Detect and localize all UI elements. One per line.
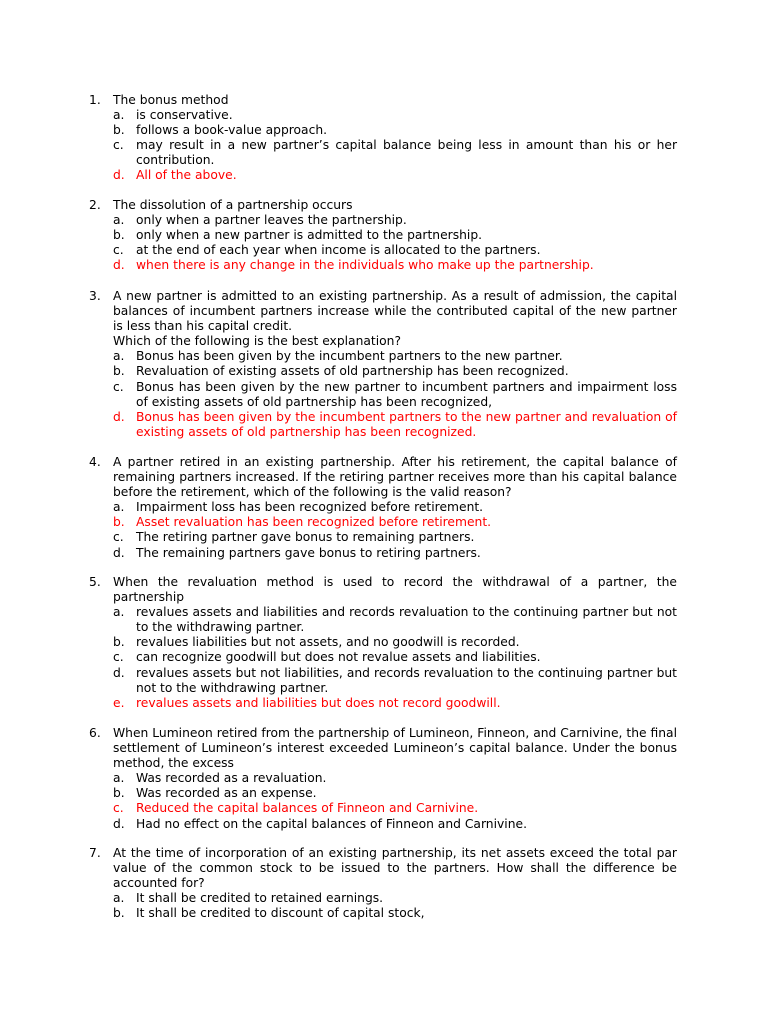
option-b: b. follows a book-value approach. — [113, 123, 328, 138]
question-5 — [89, 575, 677, 711]
option-b: b. It shall be credited to discount of capital stock, — [113, 906, 425, 921]
question-text: At the time of incorporation of an existing partnership, its net assets exceed the total par value of the common stock to be issued to the partners. How shall the difference be accounted for? — [113, 846, 677, 891]
option-d: d. Had no effect on the capital balances of Finneon and Carnivine. — [113, 816, 527, 831]
option-b: b. only when a new partner is admitted to the partnership. — [113, 228, 483, 243]
option-a: a. It shall be credited to retained earnings. — [113, 891, 384, 906]
question-3 — [89, 289, 677, 440]
question-1 — [89, 93, 677, 184]
question-number: 3. — [89, 289, 101, 303]
option-a: a. is conservative. — [113, 108, 233, 123]
option-d: d. revalues assets but not liabilities, and records revaluation to the continuing partner but not to the withdrawing partner. — [113, 665, 677, 695]
option-c: c. The retiring partner gave bonus to remaining partners. — [113, 530, 475, 545]
option-c: c. at the end of each year when income is allocated to the partners. — [113, 243, 541, 258]
question-text: The bonus method — [113, 93, 229, 107]
option-a: a. revalues assets and liabilities and records revaluation to the continuing partner but not to the withdrawing partner. — [113, 605, 677, 635]
question-number: 5. — [89, 575, 101, 589]
question-2 — [89, 198, 677, 273]
option-d-correct: d. Bonus has been given by the incumbent partners to the new partner and revaluation of existing assets of old partnership has been recognized. — [113, 409, 677, 439]
option-b: b. Revaluation of existing assets of old partnership has been recognized. — [113, 364, 569, 379]
option-c: c. Bonus has been given by the new partner to incumbent partners and impairment loss of existing assets of old partnership has been recognized, — [113, 379, 677, 409]
option-d: d. The remaining partners gave bonus to retiring partners. — [113, 545, 481, 560]
option-b: b. revalues liabilities but not assets, and no goodwill is recorded. — [113, 635, 520, 650]
option-c: c. can recognize goodwill but does not revalue assets and liabilities. — [113, 650, 541, 665]
question-number: 4. — [89, 455, 101, 469]
option-c: c. may result in a new partner’s capital balance being less in amount than his or her contribution. — [113, 138, 677, 168]
option-d-correct: d. when there is any change in the individuals who make up the partnership. — [113, 258, 594, 273]
option-a: a. Impairment loss has been recognized before retirement. — [113, 500, 484, 515]
question-subtext: Which of the following is the best explanation? — [113, 334, 401, 349]
option-b: b. Was recorded as an expense. — [113, 786, 317, 801]
question-number: 6. — [89, 726, 101, 740]
option-b-correct: b. Asset revaluation has been recognized before retirement. — [113, 515, 492, 530]
question-text: When Lumineon retired from the partnership of Lumineon, Finneon, and Carnivine, the final settlement of Lumineon’s interest exceeded Lumineon’s capital balance. Under the bonus method, the excess — [113, 726, 677, 771]
question-6 — [89, 726, 677, 832]
option-d-correct: d. All of the above. — [113, 168, 237, 183]
option-c-correct: c. Reduced the capital balances of Finneon and Carnivine. — [113, 801, 479, 816]
question-7 — [89, 846, 677, 921]
option-e-correct: e. revalues assets and liabilities but does not record goodwill. — [113, 695, 501, 710]
option-a: a. only when a partner leaves the partnership. — [113, 213, 407, 228]
question-text: The dissolution of a partnership occurs — [113, 198, 353, 212]
option-a: a. Bonus has been given by the incumbent partners to the new partner. — [113, 349, 563, 364]
question-number: 2. — [89, 198, 101, 212]
question-text: A new partner is admitted to an existing partnership. As a result of admission, the capital balances of incumbent partners increase while the contributed capital of the new partner is less than his capital credit. Which of the following is the best explanation? — [113, 289, 677, 349]
question-4 — [89, 455, 677, 561]
question-number: 7. — [89, 846, 101, 860]
question-text: When the revaluation method is used to record the withdrawal of a partner, the partnership — [113, 575, 677, 605]
question-number: 1. — [89, 93, 101, 107]
question-text: A partner retired in an existing partnership. After his retirement, the capital balance of remaining partners increased. If the retiring partner receives more than his capital balance before the retirement, which of the following is the valid reason? — [113, 455, 677, 500]
option-a: a. Was recorded as a revaluation. — [113, 771, 327, 786]
